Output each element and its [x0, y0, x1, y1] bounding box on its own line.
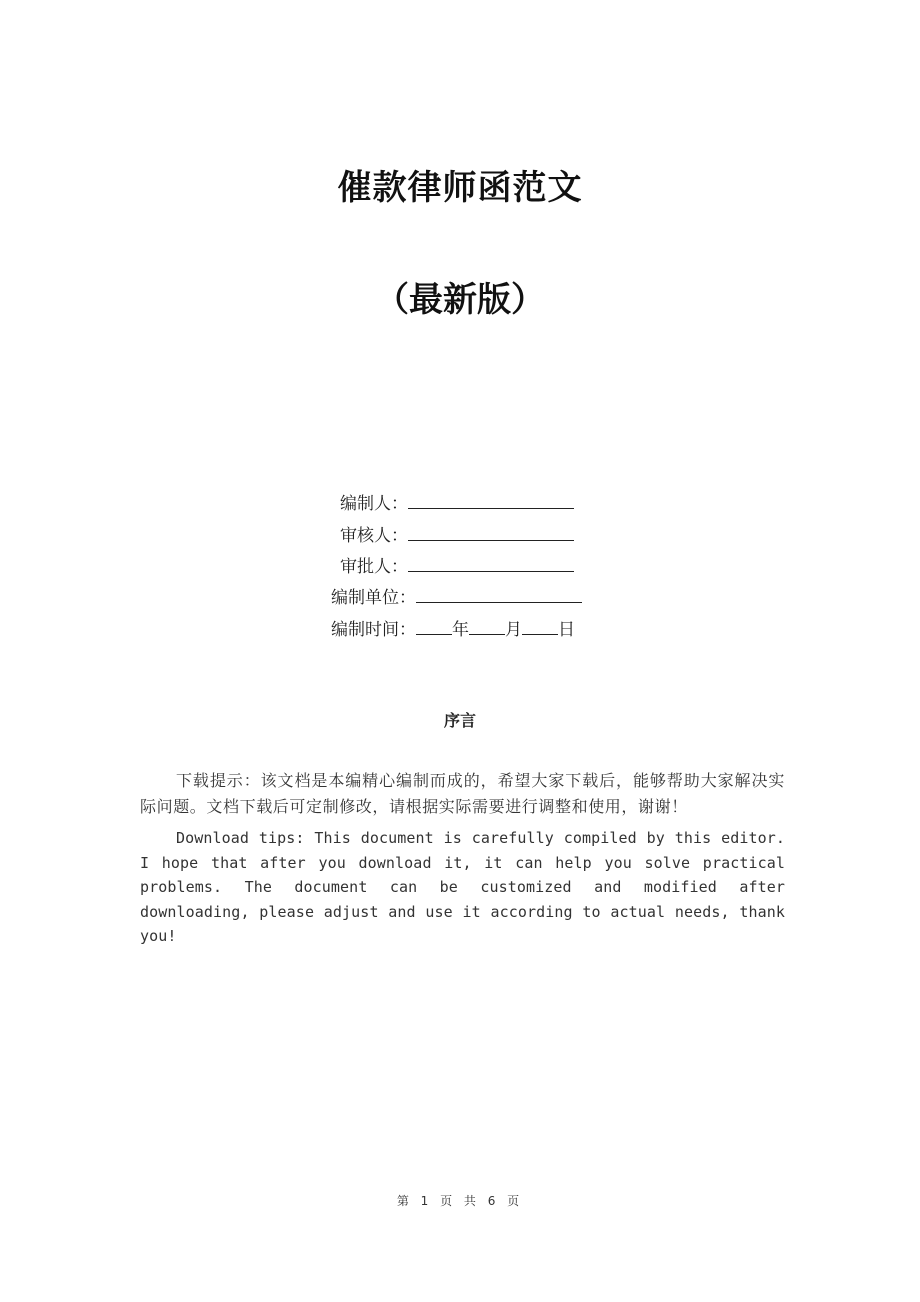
preface-heading: 序言: [443, 711, 476, 730]
reviewer-row: [340, 522, 574, 546]
compiler-blank: [408, 490, 574, 509]
approver-blank: [408, 553, 574, 572]
document-subtitle: （最新版）: [375, 280, 545, 320]
year-blank: [416, 616, 452, 635]
year-label: 年: [452, 620, 469, 640]
approver-label: 审批人：: [340, 557, 408, 577]
reviewer-label: 审核人：: [340, 526, 408, 546]
unit-blank: [416, 584, 582, 603]
page-footer: 第 1 页 共 6 页: [396, 1194, 524, 1208]
reviewer-blank: [408, 522, 574, 541]
compiler-row: [340, 490, 574, 514]
document-title: 催款律师函范文: [337, 168, 583, 208]
time-row: [331, 616, 575, 640]
preface-en-paragraph: Download tips: This document is carefully compiled by this editor. I hope that after you download it, it can help you solve practical problems. The document can be customized and modified after downloading, please adjust and use it according to actual needs, thank you!: [140, 829, 785, 945]
preface-cn-paragraph: 下载提示：该文档是本编精心编制而成的，希望大家下载后，能够帮助大家解决实际问题。文档下载后可定制修改，请根据实际需要进行调整和使用，谢谢！: [140, 771, 785, 816]
day-label: 日: [558, 620, 575, 640]
time-label: 编制时间：: [331, 620, 416, 640]
approver-row: [340, 553, 574, 577]
month-label: 月: [505, 620, 522, 640]
unit-label: 编制单位：: [331, 588, 416, 608]
compiler-label: 编制人：: [340, 494, 408, 514]
month-blank: [469, 616, 505, 635]
day-blank: [522, 616, 558, 635]
unit-row: [331, 584, 582, 608]
